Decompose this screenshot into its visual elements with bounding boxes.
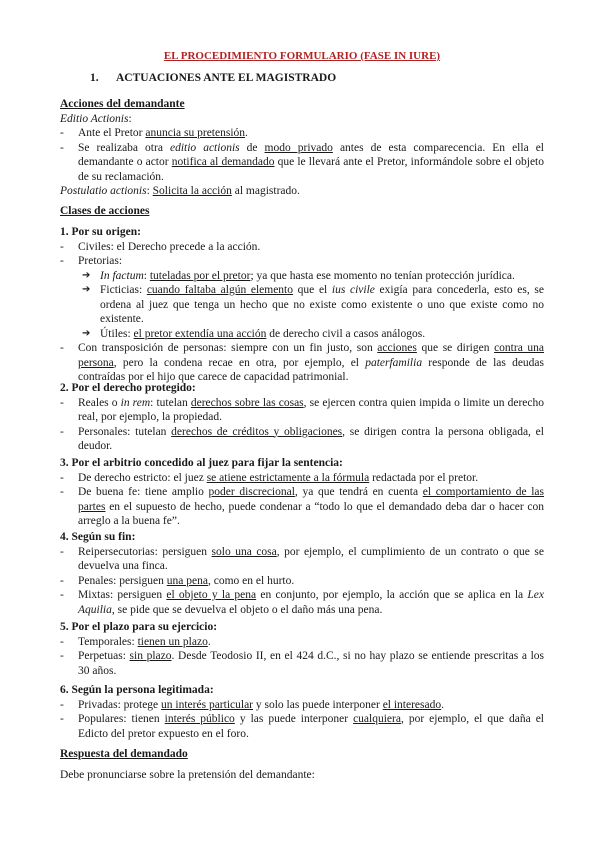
list-item: - Privadas: protege un interés particular y solo las puede interponer el interesado. xyxy=(60,698,544,713)
arrow-icon: ➔ xyxy=(82,284,91,295)
section-heading xyxy=(90,71,336,86)
group-fin xyxy=(60,530,544,617)
document-title: EL PROCEDIMIENTO FORMULARIO (FASE IN IURE) xyxy=(163,50,441,62)
list-item: - De buena fe: tiene amplio poder discrecional, ya que tendrá en cuenta el comportamiento de las partes en el supuesto de hecho, puede condenar a “todo lo que el demandado deba dar o hacer con arreglo a la buena fe”. xyxy=(60,485,544,529)
postulatio-line: Postulatio actionis: Solicita la acción al magistrado. xyxy=(60,185,300,197)
acciones-demandante-heading: Acciones del demandante xyxy=(60,98,185,110)
sub-item: ➔ Útiles: el pretor extendía una acción de derecho civil a casos análogos. xyxy=(82,327,426,340)
list-item: - Personales: tutelan derechos de créditos y obligaciones, se dirigen contra la persona obligada, el deudor. xyxy=(60,425,544,454)
group-heading: 4. Según su fin: xyxy=(60,531,136,543)
editio-line: Editio Actionis: xyxy=(60,112,132,125)
list-item: - Civiles: el Derecho precede a la acción. xyxy=(60,240,544,255)
group-arbitrio xyxy=(60,456,544,529)
group-legitimada xyxy=(60,683,544,741)
list-item: - Pretorias: xyxy=(60,254,544,269)
list-item: - Con transposición de personas: siempre con un fin justo, son acciones que se dirigen contra una persona, pero la condena recae en otra, por ejemplo, el paterfamilia responde de las deudas contraídas por el hijo que carece de capacidad patrimonial. xyxy=(60,341,544,385)
list-item: - Ante el Pretor anuncia su pretensión. xyxy=(60,126,544,141)
section-number: 1. xyxy=(90,72,99,84)
list-item: - Se realizaba otra editio actionis de modo privado antes de esta comparecencia. En ella el demandante o actor notifica al demandado que le llevará ante el Pretor, informándole sobre el objeto de su reclamación. xyxy=(60,141,544,185)
group-heading: 6. Según la persona legitimada: xyxy=(60,684,214,696)
list-item: - Penales: persiguen una pena, como en el hurto. xyxy=(60,574,544,589)
list-item: - Reipersecutorias: persiguen solo una cosa, por ejemplo, el cumplimiento de un contrato o que se devuelva una finca. xyxy=(60,545,544,574)
group-heading: 1. Por su origen: xyxy=(60,226,141,238)
group-heading: 2. Por el derecho protegido: xyxy=(60,382,196,394)
arrow-icon: ➔ xyxy=(82,269,91,281)
respuesta-demandado xyxy=(60,747,544,782)
list-item: - Reales o in rem: tutelan derechos sobre las cosas, se ejercen contra quien impida o limite un derecho real, por ejemplo, la propiedad. xyxy=(60,396,544,425)
list-item: - Mixtas: persiguen el objeto y la pena en conjunto, por ejemplo, la acción que se aplica en la Lex Aquilia, se pide que se devuelva el objeto o el daño más una pena. xyxy=(60,588,544,617)
list-item: - Temporales: tienen un plazo. xyxy=(60,635,544,650)
acciones-demandante xyxy=(60,97,544,199)
list-item: - Populares: tienen interés público y las puede interponer cualquiera, por ejemplo, el que daña el Edicto del pretor expuesto en el foro. xyxy=(60,712,544,741)
group-heading: 3. Por el arbitrio concedido al juez para fijar la sentencia: xyxy=(60,457,343,469)
group-heading: 5. Por el plazo para su ejercicio: xyxy=(60,621,218,633)
sub-item: ➔ In factum: tuteladas por el pretor; ya que hasta ese momento no tenían protección jurídica. xyxy=(82,269,515,282)
arrow-icon: ➔ xyxy=(82,327,91,339)
clases-heading: Clases de acciones xyxy=(60,205,150,217)
respuesta-text: Debe pronunciarse sobre la pretensión del demandante: xyxy=(60,768,315,781)
group-plazo xyxy=(60,620,544,678)
sub-item: ➔ Ficticias: cuando faltaba algún elemento que el ius civile exigía para concederla, esto es, se ordena al juez que tenga un hecho que no existe como existente o uno que existe como no existente. xyxy=(82,284,544,325)
group-derecho xyxy=(60,381,544,454)
section-label: ACTUACIONES ANTE EL MAGISTRADO xyxy=(116,72,337,84)
clases-heading-block xyxy=(60,204,544,219)
list-item: - De derecho estricto: el juez se atiene estrictamente a la fórmula redactada por el pretor. xyxy=(60,471,544,486)
list-item: - Perpetuas: sin plazo. Desde Teodosio II, en el 424 d.C., si no hay plazo se entiende prescritas a los 30 años. xyxy=(60,649,544,678)
respuesta-heading: Respuesta del demandado xyxy=(60,748,188,760)
editio-label: Editio Actionis xyxy=(60,112,129,125)
group-origen xyxy=(60,225,544,385)
